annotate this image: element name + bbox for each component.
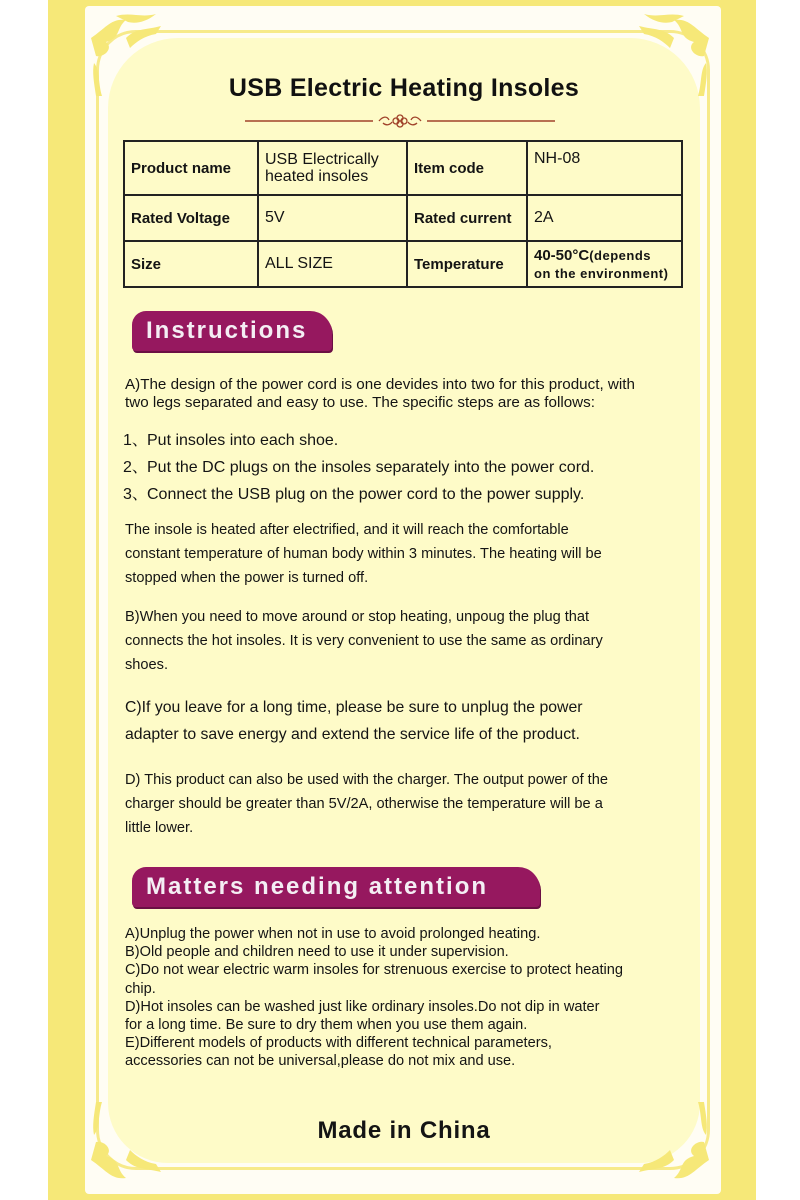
list-item: B)Old people and children need to use it under supervision. — [125, 944, 509, 961]
made-in-label: Made in China — [317, 1117, 491, 1144]
spec-table — [123, 140, 683, 288]
list-item: chip. — [125, 980, 156, 997]
step-number: 2、 — [123, 459, 148, 476]
text-line: shoes. — [125, 657, 168, 673]
section-heading-instructions: Instructions — [132, 311, 332, 351]
instructions-intro — [125, 376, 695, 412]
step-text: Connect the USB plug on the power cord to the power supply. — [147, 486, 585, 503]
text-line: connects the hot insoles. It is very convenient to use the same as ordinary — [125, 633, 603, 649]
list-item — [123, 427, 338, 450]
step-number: 3、 — [123, 486, 148, 503]
text-line: B)When you need to move around or stop heating, unpoug the plug that — [125, 609, 590, 625]
corner-ornament-icon — [634, 1100, 714, 1190]
temperature-note: (depends — [589, 247, 651, 263]
text-line: two legs separated and easy to use. The specific steps are as follows: — [125, 394, 595, 411]
document-title: USB Electric Heating Insoles — [228, 74, 580, 102]
text-line: The insole is heated after electrified, and it will reach the comfortable — [125, 522, 569, 538]
list-item: E)Different models of products with different technical parameters, — [125, 1035, 552, 1052]
temperature-range: 40-50°C — [534, 246, 590, 264]
spec-label: Rated current — [407, 195, 527, 241]
spec-value: 5V — [258, 195, 407, 241]
text-line: charger should be greater than 5V/2A, otherwise the temperature will be a — [125, 796, 603, 812]
step-number: 1、 — [123, 432, 148, 449]
list-item: A)Unplug the power when not in use to avoid prolonged heating. — [125, 926, 541, 942]
list-item — [123, 481, 584, 504]
list-item: C)Do not wear electric warm insoles for strenuous exercise to protect heating — [125, 962, 624, 979]
list-item: for a long time. Be sure to dry them when you use them again. — [125, 1017, 528, 1034]
list-item — [123, 454, 594, 477]
text-line: D) This product can also be used with the charger. The output power of the — [125, 772, 608, 788]
text-line: stopped when the power is turned off. — [125, 570, 369, 586]
spec-label: Temperature — [407, 241, 527, 287]
instruction-c — [125, 694, 690, 748]
spec-value: 2A — [527, 195, 682, 241]
table-row — [124, 195, 682, 241]
table-row — [124, 141, 682, 195]
heating-note — [125, 518, 690, 590]
spec-value: NH-08 — [527, 141, 682, 195]
text-line: constant temperature of human body within 3 minutes. The heating will be — [125, 546, 602, 562]
spec-value — [258, 141, 407, 195]
list-item: accessories can not be universal,please do not mix and use. — [125, 1053, 516, 1070]
section-heading-attention: Matters needing attention — [132, 867, 540, 907]
spec-label: Rated Voltage — [124, 195, 258, 241]
temperature-note: on the environment) — [534, 265, 669, 281]
text-line: little lower. — [125, 820, 194, 836]
spec-value-line: heated insoles — [265, 168, 369, 185]
list-item: D)Hot insoles can be washed just like ordinary insoles.Do not dip in water — [125, 998, 600, 1015]
spec-label: Product name — [124, 141, 258, 195]
spec-value-line: USB Electrically — [265, 151, 379, 168]
spec-label: Size — [124, 241, 258, 287]
attention-list — [125, 925, 695, 1071]
text-line: adapter to save energy and extend the service life of the product. — [125, 726, 580, 743]
spec-value: ALL SIZE — [258, 241, 407, 287]
instruction-b — [125, 605, 690, 677]
text-line: C)If you leave for a long time, please be sure to unplug the power — [125, 699, 583, 716]
table-row — [124, 241, 682, 287]
text-line: A)The design of the power cord is one devides into two for this product, with — [125, 376, 635, 393]
corner-ornament-icon — [86, 1100, 166, 1190]
step-text: Put insoles into each shoe. — [147, 432, 339, 449]
title-divider-ornament-icon — [245, 113, 555, 129]
spec-value-temperature — [527, 241, 682, 287]
step-text: Put the DC plugs on the insoles separately into the power cord. — [147, 459, 595, 476]
instruction-d — [125, 768, 690, 840]
spec-label: Item code — [407, 141, 527, 195]
